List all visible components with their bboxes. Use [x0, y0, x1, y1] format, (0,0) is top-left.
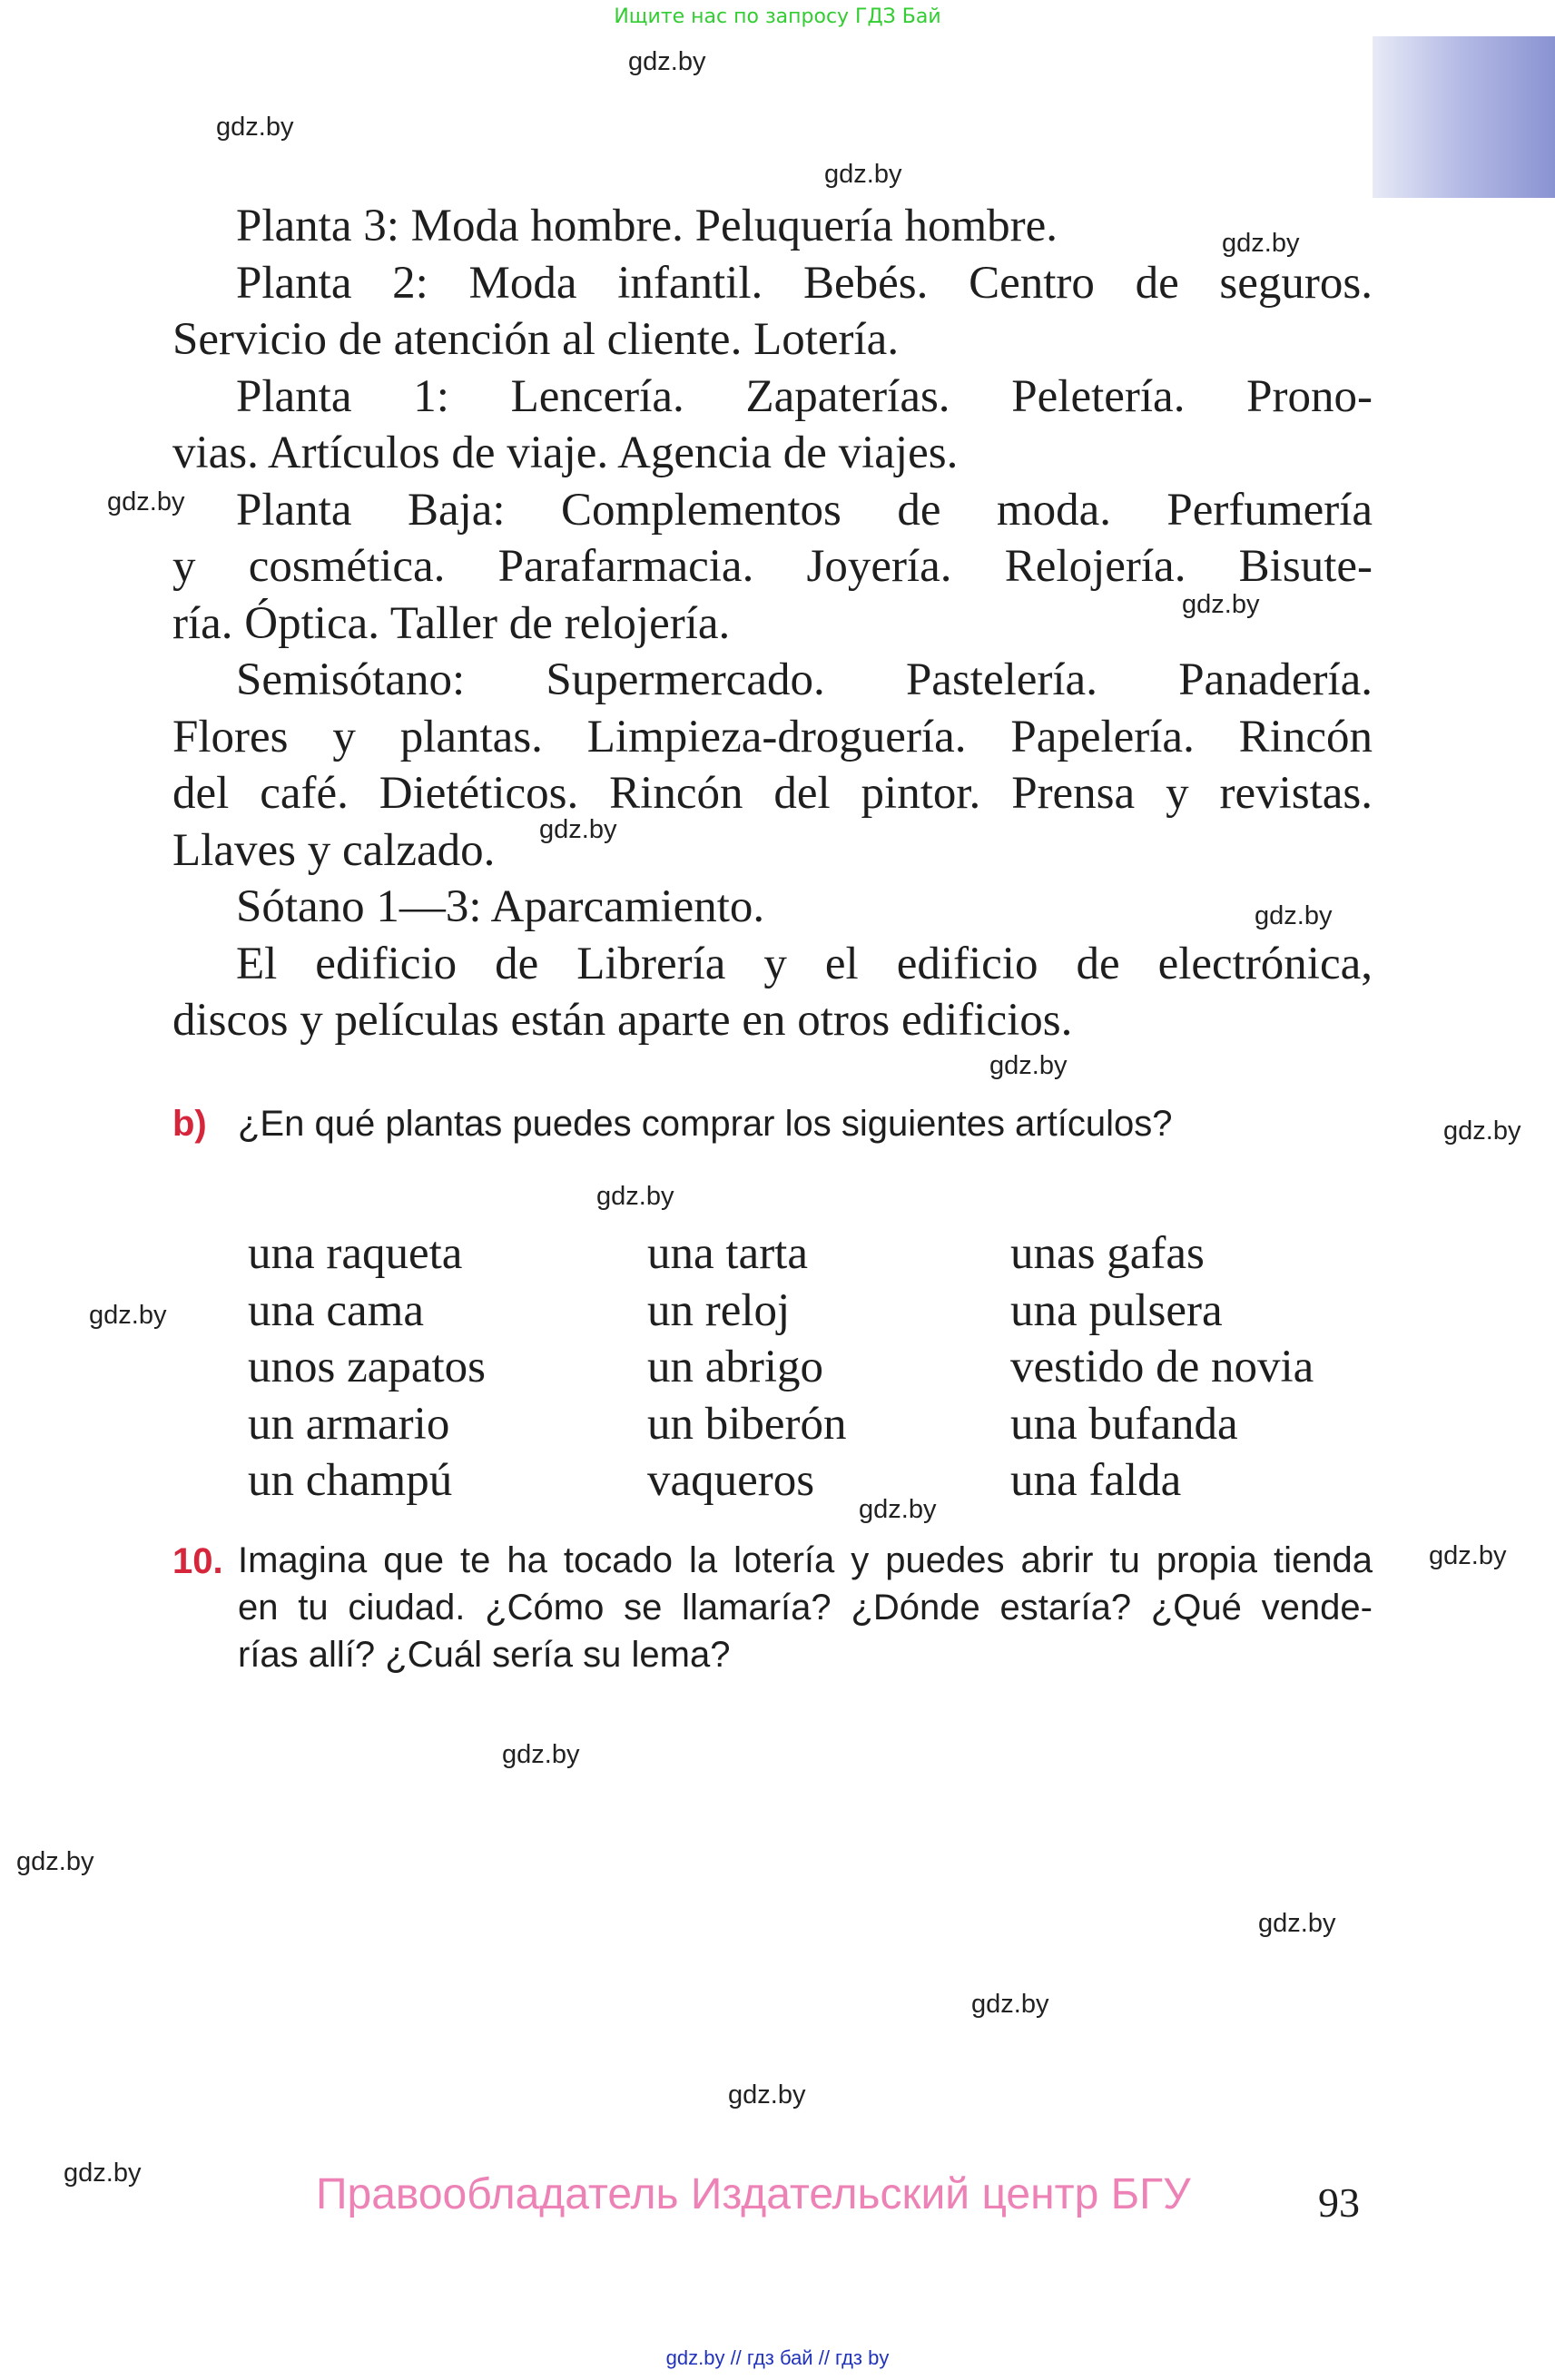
items-column [647, 1225, 847, 1510]
watermark: gdz.by [539, 815, 617, 844]
watermark: gdz.by [971, 1990, 1049, 2019]
copyright-notice: Правообладатель Издательский центр БГУ [316, 2170, 1191, 2218]
item: vestido de novia [1010, 1342, 1314, 1392]
item: una cama [248, 1284, 424, 1336]
paragraph-line: vias. Artículos de viaje. Agencia de viajes. [172, 428, 959, 478]
task-10-text [238, 1537, 1373, 1678]
watermark: gdz.by [1258, 1909, 1336, 1938]
bottom-links[interactable]: gdz.by // гдз бай // гдз by [665, 2346, 890, 2369]
paragraph-line: ría. Óptica. Taller de relojería. [172, 597, 731, 649]
item: un reloj [647, 1284, 791, 1336]
paragraph-line: discos y películas están aparte en otros edificios. [172, 995, 1073, 1046]
item: unas gafas [1010, 1228, 1205, 1279]
task-b-label: b) [172, 1104, 207, 1144]
item: un armario [248, 1398, 450, 1450]
paragraph-line: y cosmética. Parafarmacia. Joyería. Relojería. Bisute- [172, 541, 1373, 592]
task-10-line: Imagina que te ha tocado la lotería y puedes abrir tu propia tienda [238, 1540, 1373, 1580]
paragraph-line: del café. Dietéticos. Rincón del pintor. Prensa y revistas. [172, 768, 1373, 819]
item: vaqueros [647, 1455, 815, 1506]
watermark: gdz.by [1255, 901, 1333, 930]
item: una pulsera [1010, 1284, 1223, 1336]
task-10-line: en tu ciudad. ¿Cómo se llamaría? ¿Dónde estaría? ¿Qué vende- [238, 1588, 1373, 1628]
item: una falda [1010, 1455, 1182, 1506]
task-b-question: ¿En qué plantas puedes comprar los siguientes artículos? [238, 1104, 1173, 1144]
watermark: gdz.by [1182, 590, 1260, 619]
item: una tarta [647, 1228, 808, 1279]
paragraph-line: Planta 3: Moda hombre. Peluquería hombre. [236, 201, 1058, 251]
watermark: gdz.by [107, 487, 185, 516]
paragraph-line: Sótano 1—3: Aparcamiento. [236, 881, 765, 932]
task-10-line: rías allí? ¿Cuál sería su lema? [238, 1635, 731, 1675]
paragraph-line: Planta 2: Moda infantil. Bebés. Centro de seguros. [236, 257, 1373, 309]
top-banner[interactable]: Ищите нас по запросу ГДЗ Бай [614, 5, 941, 28]
store-directory-text [172, 198, 1373, 1049]
item: una bufanda [1010, 1398, 1238, 1450]
corner-decoration [1373, 36, 1555, 198]
item: una raqueta [248, 1228, 463, 1279]
paragraph-line: Servicio de atención al cliente. Lotería. [172, 314, 900, 365]
item: unos zapatos [248, 1342, 487, 1392]
paragraph-line: Planta 1: Lencería. Zapaterías. Peletería. Prono- [236, 370, 1373, 422]
watermark: gdz.by [989, 1051, 1068, 1080]
watermark: gdz.by [1443, 1116, 1521, 1146]
watermark: gdz.by [89, 1301, 167, 1330]
watermark: gdz.by [824, 160, 902, 189]
paragraph-line: Planta Baja: Complementos de moda. Perfumería [236, 484, 1373, 536]
watermark: gdz.by [859, 1495, 937, 1524]
watermark: gdz.by [16, 1847, 94, 1876]
task-10-number: 10. [172, 1541, 223, 1581]
watermark: gdz.by [216, 113, 294, 142]
items-column [1010, 1225, 1314, 1510]
item: un abrigo [647, 1342, 824, 1392]
watermark: gdz.by [628, 47, 706, 76]
item: un champú [248, 1455, 453, 1506]
watermark: gdz.by [1222, 229, 1300, 258]
items-column [248, 1225, 486, 1510]
watermark: gdz.by [502, 1740, 580, 1769]
paragraph-line: Flores y plantas. Limpieza-droguería. Papelería. Rincón [172, 711, 1373, 762]
paragraph-line: Llaves y calzado. [172, 824, 496, 876]
watermark: gdz.by [596, 1182, 674, 1211]
paragraph-line: Semisótano: Supermercado. Pastelería. Panadería. [236, 654, 1373, 705]
item: un biberón [647, 1398, 847, 1450]
page-number: 93 [1318, 2179, 1360, 2226]
watermark: gdz.by [728, 2080, 806, 2110]
watermark: gdz.by [64, 2159, 142, 2188]
watermark: gdz.by [1429, 1541, 1507, 1570]
paragraph-line: El edificio de Librería y el edificio de electrónica, [236, 938, 1373, 989]
